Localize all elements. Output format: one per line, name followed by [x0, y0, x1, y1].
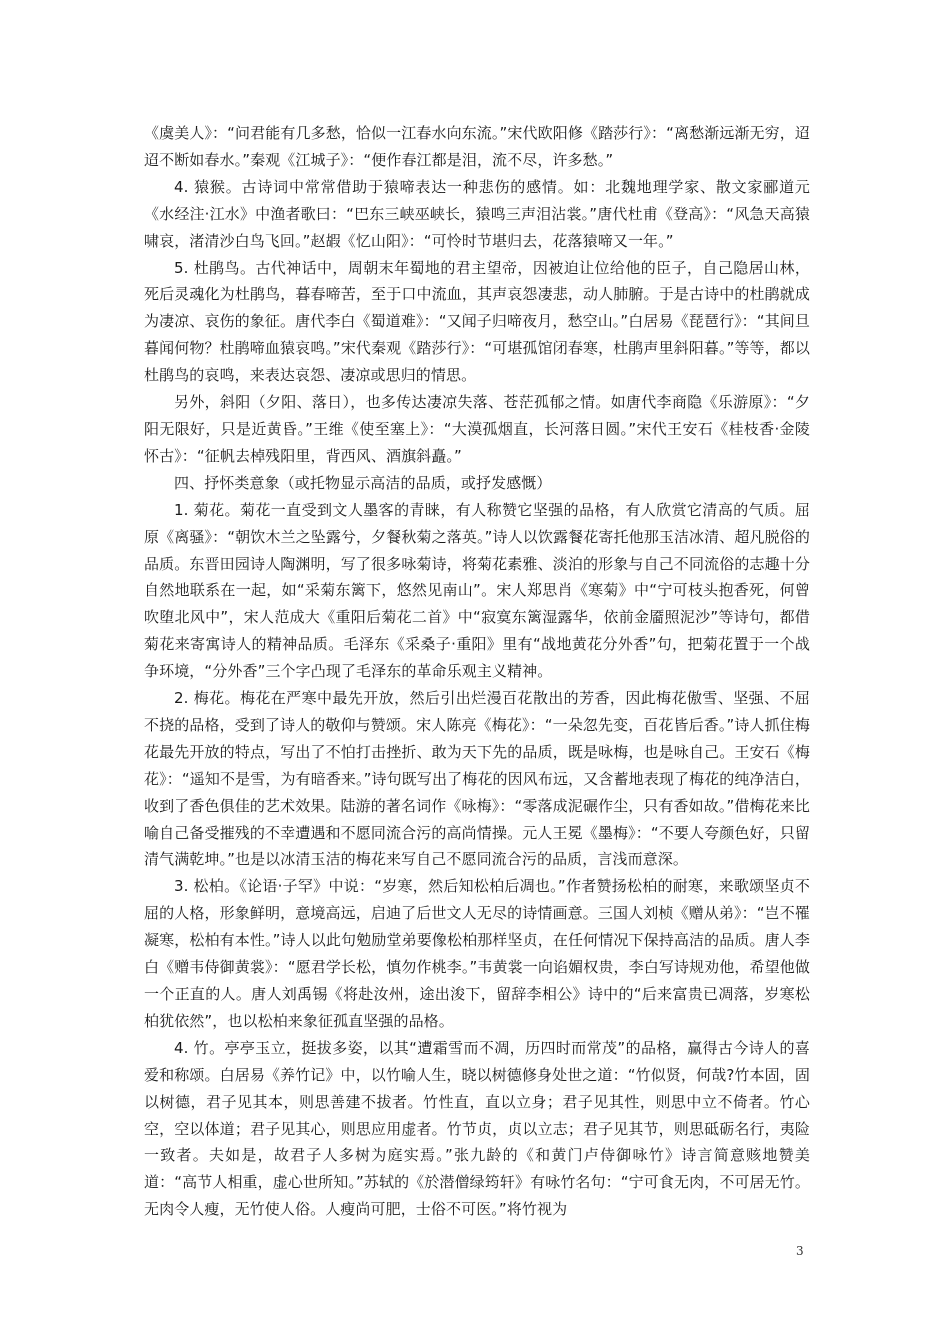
- paragraph-bamboo: 4. 竹。亭亭玉立，挺拔多姿，以其“遭霜雪而不凋，历四时而常茂”的品格，赢得古今诗人的喜爱和称颂。白居易《养竹记》中，以竹喻人生，晓以树德修身处世之道：“竹似贤，何哉?竹本固，固以树德，君子见其本，则思善建不拔者。竹性直，直以立身；君子见其性，则思中立不倚者。竹心空，空以体道；君子见其心，则思应用虚者。竹节贞，贞以立志；君子见其节，则思砥砺名行，夷险一致者。夫如是，故君子人多树为庭实焉。”张九龄的《和黄门卢侍御咏竹》诗言简意赅地赞美道：“高节人相重，虚心世所知。”苏轼的《於潜僧绿筠轩》有咏竹名句：“宁可食无肉，不可居无竹。无肉令人瘦，无竹使人俗。人瘦尚可肥，士俗不可医。”将竹视为: [144, 1038, 810, 1219]
- paragraph-pine-cypress: 3. 松柏。《论语·子罕》中说：“岁寒，然后知松柏后凋也。”作者赞扬松柏的耐寒，来歌颂坚贞不屈的人格，形象鲜明，意境高远，启迪了后世文人无尽的诗情画意。三国人刘桢《赠从弟》：“岂不罹凝寒，松柏有本性。”诗人以此句勉励堂弟要像松柏那样坚贞，在任何情况下保持高洁的品质。唐人李白《赠韦侍御黄裳》：“愿君学长松，慎勿作桃李。”韦黄裳一向谄媚权贵，李白写诗规劝他，希望他做一个正直的人。唐人刘禹锡《将赴汝州，途出浚下，留辞李相公》诗中的“后来富贵已凋落，岁寒松柏犹依然”，也以松柏来象征孤直坚强的品格。: [144, 877, 810, 1030]
- paragraph-chrysanthemum: 1. 菊花。菊花一直受到文人墨客的青睐，有人称赞它坚强的品格，有人欣赏它清高的气质。屈原《离骚》：“朝饮木兰之坠露兮，夕餐秋菊之落英。”诗人以饮露餐花寄托他那玉洁冰清、超凡脱俗的品质。东晋田园诗人陶渊明，写了很多咏菊诗，将菊花素雅、淡泊的形象与自己不同流俗的志趣十分自然地联系在一起，如“采菊东篱下，悠然见南山”。宋人郑思肖《寒菊》中“宁可枝头抱香死，何曾吹堕北风中”，宋人范成大《重阳后菊花二首》中“寂寞东篱湿露华，依前金靥照泥沙”等诗句，都借菊花来寄寓诗人的精神品质。毛泽东《采桑子·重阳》里有“战地黄花分外香”句，把菊花置于一个战争环境，“分外香”三个字凸现了毛泽东的革命乐观主义精神。: [144, 500, 810, 681]
- paragraph-apes: 4. 猿猴。古诗词中常常借助于猿啼表达一种悲伤的感情。如：北魏地理学家、散文家郦道元《水经注·江水》中渔者歌曰：“巴东三峡巫峡长，猿鸣三声泪沾裳。”唐代杜甫《登高》：“风急天高猿啸哀，渚清沙白鸟飞回。”赵嘏《忆山阳》：“可怜时节堪归去，花落猿啼又一年。”: [144, 177, 810, 250]
- paragraph-cuckoo: 5. 杜鹃鸟。古代神话中，周朝末年蜀地的君主望帝，因被迫让位给他的臣子，自己隐居山林，死后灵魂化为杜鹃鸟，暮春啼苦，至于口中流血，其声哀怨凄悲，动人肺腑。于是古诗中的杜鹃就成为凄凉、哀伤的象征。唐代李白《蜀道难》：“又闻子归啼夜月，愁空山。”白居易《琵琶行》：“其间旦暮闻何物？杜鹃啼血猿哀鸣。”宋代秦观《踏莎行》：“可堪孤馆闭春寒，杜鹃声里斜阳暮。”等等，都以杜鹃鸟的哀鸣，来表达哀怨、凄凉或思归的情思。: [144, 258, 810, 385]
- paragraph-sunset: 另外，斜阳（夕阳、落日），也多传达凄凉失落、苍茫孤郁之情。如唐代李商隐《乐游原》：“夕阳无限好，只是近黄昏。”王维《使至塞上》：“大漠孤烟直，长河落日圆。”宋代王安石《桂枝香·金陵怀古》：“征帆去棹残阳里，背西风、酒旗斜矗。”: [144, 393, 810, 465]
- body-text: [144, 120, 810, 1223]
- paragraph-continuation: 《虞美人》：“问君能有几多愁，恰似一江春水向东流。”宋代欧阳修《踏莎行》：“离愁渐远渐无穷，迢迢不断如春水。”秦观《江城子》：“便作春江都是泪，流不尽，许多愁。”: [144, 124, 810, 169]
- paragraph-plum-blossom: 2. 梅花。梅花在严寒中最先开放，然后引出烂漫百花散出的芳香，因此梅花傲雪、坚强、不屈不挠的品格，受到了诗人的敬仰与赞颂。宋人陈亮《梅花》：“一朵忽先变，百花皆后香。”诗人抓住梅花最先开放的特点，写出了不怕打击挫折、敢为天下先的品质，既是咏梅，也是咏自己。王安石《梅花》：“遥知不是雪，为有暗香来。”诗句既写出了梅花的因风布远，又含蓄地表现了梅花的纯净洁白，收到了香色俱佳的艺术效果。陆游的著名词作《咏梅》：“零落成泥碾作尘，只有香如故。”借梅花来比喻自己备受摧残的不幸遭遇和不愿同流合污的高尚情操。元人王冕《墨梅》：“不要人夸颜色好，只留清气满乾坤。”也是以冰清玉洁的梅花来写自己不愿同流合污的品质，言浅而意深。: [144, 689, 810, 869]
- section-heading: 四、抒怀类意象（或托物显示高洁的品质，或抒发感慨）: [174, 473, 552, 492]
- page-number: 3: [796, 1244, 804, 1258]
